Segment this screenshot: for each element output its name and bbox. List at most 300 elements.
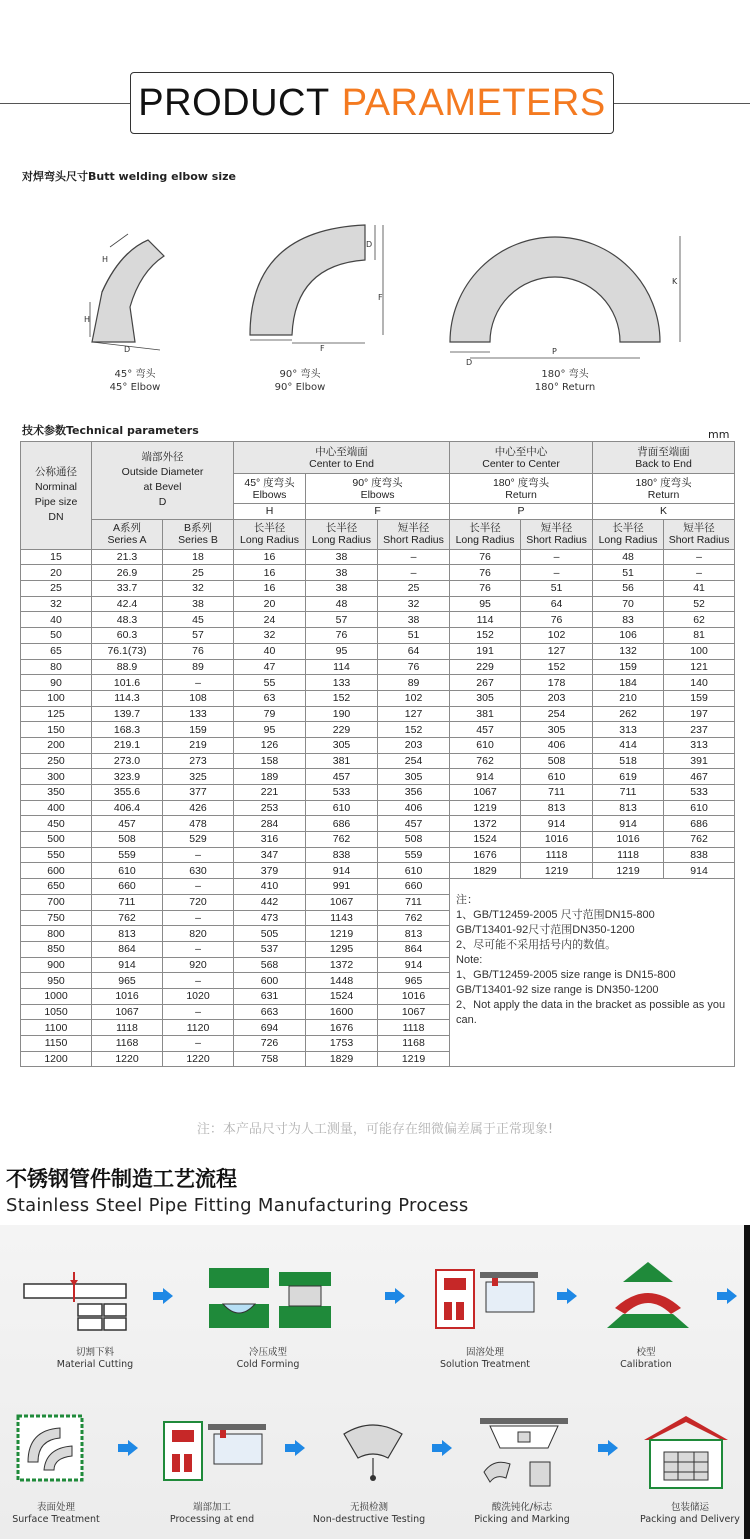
table-cell: 650 [21,879,92,895]
table-cell: 38 [306,565,378,581]
table-cell: 505 [234,926,306,942]
table-cell: 1150 [21,1036,92,1052]
table-cell: 1118 [378,1020,450,1036]
elbow-180-caption [520,368,610,394]
table-cell: 619 [593,769,664,785]
table-cell: 76 [163,643,234,659]
table-cell: 16 [234,549,306,565]
header-line-left [0,103,130,104]
table-cell: 200 [21,737,92,753]
table-cell: 52 [664,596,735,612]
table-cell: 1067 [92,1004,163,1020]
elbow-90-diagram [240,215,390,355]
h180p-cn: 180° 度弯头 [492,476,550,489]
short-cn: 短半径 [540,522,573,535]
table-cell: 762 [664,832,735,848]
col-45-header [234,474,306,504]
letter-h: H [234,504,306,520]
od-en1: Outside Diameter [121,466,204,479]
table-cell: – [163,879,234,895]
short-cn: 短半径 [683,522,715,535]
table-cell: 152 [378,722,450,738]
elbow-section-label: 对焊弯头尺寸Butt welding elbow size [22,170,236,183]
table-cell: 1220 [163,1051,234,1067]
h90-cn: 90° 度弯头 [352,476,403,489]
table-cell: 406 [378,800,450,816]
table-cell: 168.3 [92,722,163,738]
table-cell: 81 [664,628,735,644]
table-cell: 305 [306,737,378,753]
table-cell: 56 [593,581,664,597]
table-cell: 355.6 [92,785,163,801]
svg-text:K: K [672,277,678,286]
process-title-en: Stainless Steel Pipe Fitting Manufacturing Process [6,1195,469,1216]
table-cell: – [378,565,450,581]
svg-text:H: H [84,315,91,324]
table-cell: 21.3 [92,549,163,565]
table-cell: 762 [378,910,450,926]
table-row [21,800,735,816]
table-cell: 41 [664,581,735,597]
table-cell: – [163,1004,234,1020]
step-en: Packing and Delivery [640,1514,740,1525]
table-cell: 76 [378,659,450,675]
table-cell: 197 [664,706,735,722]
col-be-header [593,442,735,474]
table-cell: 965 [92,973,163,989]
table-cell: 529 [163,832,234,848]
table-cell: 184 [593,675,664,691]
table-row [21,737,735,753]
col-cc-header [450,442,593,474]
table-cell: 414 [593,737,664,753]
table-cell: 140 [664,675,735,691]
table-cell: 133 [306,675,378,691]
table-cell: 1200 [21,1051,92,1067]
table-row [21,863,735,879]
table-cell: 711 [378,894,450,910]
step-label-non-destructive-testing [299,1502,439,1526]
table-cell: 79 [234,706,306,722]
table-cell: 356 [378,785,450,801]
col-90-header [306,474,450,504]
letter-p: P [450,504,593,520]
cold-forming-icon [205,1262,335,1332]
h90-en: Elbows [360,488,395,501]
step-en: Non-destructive Testing [312,1514,426,1525]
arrow-right-icon [385,1288,405,1304]
series-a-cn: A系列 [112,522,141,535]
arrow-right-icon [153,1288,173,1304]
od-cn: 端部外径 [141,451,184,464]
table-cell: 221 [234,785,306,801]
table-cell: 32 [163,581,234,597]
table-cell: 379 [234,863,306,879]
svg-text:D: D [124,345,131,354]
series-b-header [163,519,234,549]
table-cell: 325 [163,769,234,785]
table-cell: 508 [378,832,450,848]
table-cell: – [163,973,234,989]
long-radius-p [450,519,521,549]
table-cell: 38 [306,581,378,597]
table-cell: 305 [378,769,450,785]
table-row [21,690,735,706]
long-cn: 长半径 [253,522,286,535]
table-cell: 762 [92,910,163,926]
table-cell: 50 [21,628,92,644]
table-cell: 813 [92,926,163,942]
h45-cn: 45° 度弯头 [244,476,295,489]
table-cell: 219.1 [92,737,163,753]
table-cell: 40 [234,643,306,659]
unit-label: mm [708,428,730,441]
elbow-45-diagram [80,232,190,357]
elbow-90-caption [255,368,345,394]
table-cell: 33.7 [92,581,163,597]
table-cell: 660 [92,879,163,895]
table-cell: 377 [163,785,234,801]
note-line: 1、GB/T12459-2005 size range is DN15-800 [456,969,676,982]
table-cell: 20 [234,596,306,612]
table-cell: – [664,549,735,565]
table-row [21,643,735,659]
table-cell: 820 [163,926,234,942]
table-cell: 1016 [593,832,664,848]
size-en2: Pipe size [34,496,78,509]
table-cell: 533 [664,785,735,801]
table-cell: 800 [21,926,92,942]
table-cell: 1219 [521,863,593,879]
table-cell: 190 [306,706,378,722]
table-row [21,879,735,895]
short-cn: 短半径 [397,522,430,535]
table-cell: – [163,847,234,863]
step-label-picking-and-marking [452,1502,592,1526]
table-cell: 40 [21,612,92,628]
tech-section-label: 技术参数Technical parameters [22,424,199,437]
table-cell: 700 [21,894,92,910]
arrow-right-icon [285,1440,305,1456]
table-cell: 406.4 [92,800,163,816]
arrow-right-icon [118,1440,138,1456]
table-cell: 55 [234,675,306,691]
table-cell: 253 [234,800,306,816]
table-cell: – [163,941,234,957]
table-cell: 106 [593,628,664,644]
table-cell: 1220 [92,1051,163,1067]
svg-text:F: F [320,344,325,353]
h180k-en: Return [647,488,680,501]
table-cell: 102 [521,628,593,644]
letter-f: F [306,504,450,520]
table-row [21,832,735,848]
table-cell: 76 [521,612,593,628]
table-cell: 720 [163,894,234,910]
table-row [21,565,735,581]
table-cell: 150 [21,722,92,738]
table-cell: 159 [593,659,664,675]
page-title [130,72,614,134]
table-cell: 508 [92,832,163,848]
step-en: Picking and Marking [474,1514,570,1525]
table-cell: 610 [306,800,378,816]
table-cell: 600 [21,863,92,879]
step-en: Cold Forming [236,1359,300,1370]
table-cell: 305 [521,722,593,738]
long-en: Long Radius [312,534,371,547]
elbow-90-cn: 90° 弯头 [279,369,321,380]
table-cell: 100 [664,643,735,659]
title-part2: PARAMETERS [341,81,606,124]
table-cell: 273 [163,753,234,769]
table-cell: 126 [234,737,306,753]
table-cell: 610 [521,769,593,785]
table-cell: 442 [234,894,306,910]
svg-text:D: D [466,358,473,367]
short-en: Short Radius [668,534,730,547]
step-label-cold-forming [198,1347,338,1371]
table-cell: 273.0 [92,753,163,769]
series-a-en: Series A [107,534,147,547]
table-cell: 1829 [306,1051,378,1067]
table-cell: 267 [450,675,521,691]
table-cell: 229 [306,722,378,738]
table-cell: 1020 [163,988,234,1004]
table-cell: 1120 [163,1020,234,1036]
table-cell: 381 [306,753,378,769]
svg-text:F: F [378,293,383,302]
material-cutting-icon [20,1262,130,1332]
long-cn: 长半径 [469,522,501,535]
table-cell: 203 [378,737,450,753]
table-cell: 1100 [21,1020,92,1036]
table-cell: 850 [21,941,92,957]
table-cell: 152 [306,690,378,706]
table-cell: 1219 [450,800,521,816]
table-cell: 60.3 [92,628,163,644]
table-cell: 686 [664,816,735,832]
step-label-material-cutting [25,1347,165,1371]
table-cell: 920 [163,957,234,973]
table-cell: 25 [21,581,92,597]
table-cell: 16 [234,565,306,581]
note-line: GB/T13401-92尺寸范围DN350-1200 [456,924,635,937]
table-cell: 631 [234,988,306,1004]
table-cell: 750 [21,910,92,926]
table-cell: 189 [234,769,306,785]
table-cell: 178 [521,675,593,691]
h180p-en: Return [505,488,537,501]
notes-cell [450,879,735,1067]
table-cell: 284 [234,816,306,832]
elbow-90-en: 90° Elbow [274,382,326,393]
table-cell: 254 [378,753,450,769]
short-en: Short Radius [526,534,587,547]
table-cell: 991 [306,879,378,895]
table-cell: 57 [163,628,234,644]
table-cell: 139.7 [92,706,163,722]
table-cell: 711 [92,894,163,910]
table-cell: – [664,565,735,581]
arrow-right-icon [557,1288,577,1304]
table-cell: 1143 [306,910,378,926]
table-cell: 914 [92,957,163,973]
step-label-solution-treatment [415,1347,555,1371]
table-cell: 127 [521,643,593,659]
long-en: Long Radius [240,534,299,547]
table-cell: 51 [593,565,664,581]
table-cell: 95 [450,596,521,612]
table-cell: 518 [593,753,664,769]
table-cell: – [378,549,450,565]
step-en: Surface Treatment [12,1514,100,1525]
table-cell: 726 [234,1036,306,1052]
table-cell: 102 [378,690,450,706]
table-cell: 1372 [450,816,521,832]
table-cell: 600 [234,973,306,989]
short-radius-f [378,519,450,549]
table-cell: 300 [21,769,92,785]
series-b-en: Series B [178,534,218,547]
calibration-icon [603,1258,693,1332]
header-line-right [614,103,750,104]
h180k-cn: 180° 度弯头 [635,476,692,489]
table-cell: 610 [450,737,521,753]
table-cell: 159 [163,722,234,738]
table-cell: 694 [234,1020,306,1036]
table-cell: 38 [378,612,450,628]
ce-en: Center to End [309,457,374,470]
parameters-table-body [21,549,735,1067]
table-cell: 16 [234,581,306,597]
long-radius-f [306,519,378,549]
processing-at-end-icon [160,1414,270,1484]
table-cell: 508 [521,753,593,769]
be-en: Back to End [635,457,692,470]
long-en: Long Radius [598,534,658,547]
table-cell: 1000 [21,988,92,1004]
step-en: Material Cutting [56,1359,134,1370]
note-line: 2、Not apply the data in the bracket as possible as you can. [456,999,726,1027]
table-cell: 1448 [306,973,378,989]
footnote: 注：本产品尺寸为人工测量，可能存在细微偏差属于正常现象! [196,1122,554,1137]
table-cell: 457 [306,769,378,785]
table-cell: 350 [21,785,92,801]
table-cell: 76.1(73) [92,643,163,659]
table-cell: 1219 [306,926,378,942]
table-cell: 83 [593,612,664,628]
table-row [21,659,735,675]
table-cell: 838 [306,847,378,863]
svg-text:D: D [366,240,373,249]
title-part1: PRODUCT [138,81,330,124]
table-cell: – [163,675,234,691]
col-180k-header [593,474,735,504]
table-cell: 1168 [92,1036,163,1052]
table-cell: 914 [664,863,735,879]
table-cell: 70 [593,596,664,612]
table-cell: 660 [378,879,450,895]
table-row [21,596,735,612]
table-cell: 76 [306,628,378,644]
table-cell: 914 [378,957,450,973]
table-cell: 391 [664,753,735,769]
table-cell: 1676 [306,1020,378,1036]
table-cell: 89 [378,675,450,691]
table-cell: 313 [664,737,735,753]
table-cell: 237 [664,722,735,738]
table-cell: 864 [92,941,163,957]
table-cell: 62 [664,612,735,628]
table-cell: 1118 [92,1020,163,1036]
step-cn: 包装储运 [670,1502,709,1513]
packing-and-delivery-icon [640,1412,732,1492]
table-cell: 250 [21,753,92,769]
table-cell: 457 [378,816,450,832]
table-cell: 25 [378,581,450,597]
series-b-cn: B系列 [184,522,213,535]
table-cell: 813 [521,800,593,816]
table-cell: 1016 [92,988,163,1004]
table-row [21,706,735,722]
table-cell: 467 [664,769,735,785]
table-cell: 1118 [593,847,664,863]
table-cell: 347 [234,847,306,863]
table-cell: 316 [234,832,306,848]
table-cell: 762 [306,832,378,848]
table-cell: 711 [521,785,593,801]
table-cell: 26.9 [92,565,163,581]
non-destructive-testing-icon [338,1414,408,1484]
arrow-right-icon [717,1288,737,1304]
table-cell: 1016 [378,988,450,1004]
step-label-packing-and-delivery [620,1502,750,1526]
table-cell: 610 [92,863,163,879]
series-a-header [92,519,163,549]
table-cell: 533 [306,785,378,801]
table-row [21,675,735,691]
table-cell: 152 [521,659,593,675]
table-cell: 89 [163,659,234,675]
table-cell: 95 [306,643,378,659]
table-cell: 32 [378,596,450,612]
h45-en: Elbows [252,488,287,501]
table-cell: 410 [234,879,306,895]
short-radius-k [664,519,735,549]
size-en1: Norminal [34,481,77,494]
step-cn: 切割下料 [75,1347,114,1358]
table-cell: 42.4 [92,596,163,612]
picking-and-marking-icon [474,1412,574,1490]
table-cell: 406 [521,737,593,753]
surface-treatment-icon [14,1412,86,1484]
svg-text:P: P [552,347,557,356]
table-cell: 568 [234,957,306,973]
table-cell: 663 [234,1004,306,1020]
table-cell: 1067 [450,785,521,801]
note-line: Note: [456,954,483,967]
table-cell: 51 [378,628,450,644]
table-cell: 100 [21,690,92,706]
table-cell: 900 [21,957,92,973]
table-cell: 610 [664,800,735,816]
table-cell: 537 [234,941,306,957]
table-row [21,816,735,832]
table-cell: 813 [378,926,450,942]
size-cn: 公称通径 [35,466,77,479]
table-cell: 63 [234,690,306,706]
